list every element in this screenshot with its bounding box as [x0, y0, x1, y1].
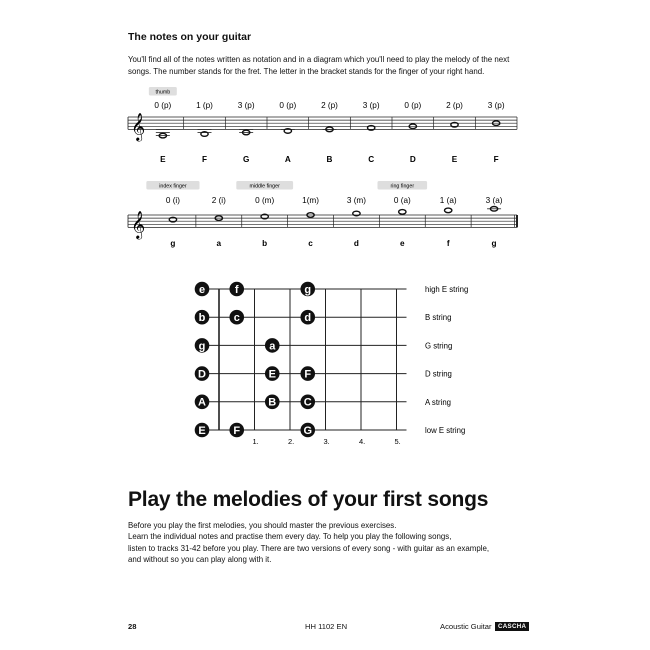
fretted-note-name: C — [303, 396, 312, 409]
note-name: b — [262, 239, 268, 248]
body-line: and without so you can play along with it. — [128, 555, 272, 565]
fretted-note-name: g — [304, 283, 312, 296]
finger-tag-label: thumb — [155, 89, 171, 96]
fret-label: 2 (p) — [446, 101, 463, 110]
fret-label: 3 (a) — [485, 196, 503, 205]
string-label: G string — [425, 341, 453, 351]
body-line: listen to tracks 31-42 before you play. There are two versions of every song - with guitar as an example, — [128, 543, 490, 553]
fretted-note-name: f — [234, 283, 239, 296]
fret-label: 2 (p) — [321, 101, 338, 110]
note-head — [451, 122, 458, 127]
note-head — [261, 214, 268, 219]
fret-label: 1 (p) — [196, 101, 213, 110]
fretted-note-name: F — [304, 368, 312, 381]
string-label: high E string — [425, 285, 469, 294]
note-name: F — [201, 155, 208, 164]
section-body — [128, 520, 528, 566]
fretted-note-name: G — [303, 424, 313, 437]
note-name: e — [400, 239, 405, 248]
open-note-name: b — [198, 312, 206, 325]
fretted-note-name: F — [233, 424, 241, 437]
fret-label: 3 (m) — [346, 196, 366, 205]
note-name: A — [284, 155, 291, 164]
open-note-name: E — [198, 424, 206, 437]
fretted-note-name: c — [233, 312, 240, 325]
fret-label: 1 (a) — [439, 196, 457, 205]
fret-number: 5. — [394, 437, 401, 446]
treble-clef-icon: 𝄞 — [131, 211, 146, 239]
fret-label: 2 (i) — [211, 196, 226, 205]
notation-staff-2 — [0, 178, 650, 250]
fretted-note-name: B — [268, 396, 277, 409]
note-name: f — [446, 239, 450, 248]
fret-label: 0 (p) — [154, 101, 172, 110]
page-title: The notes on your guitar — [128, 31, 252, 43]
fretted-note-name: a — [269, 340, 276, 353]
fret-label: 0 (m) — [255, 196, 275, 205]
intro-text — [128, 54, 528, 79]
open-note-name: e — [198, 283, 206, 296]
note-name: g — [491, 239, 497, 248]
note-name: B — [326, 155, 333, 164]
note-name: D — [409, 155, 416, 164]
treble-clef-icon: 𝄞 — [131, 113, 146, 141]
string-label: B string — [425, 313, 452, 323]
finger-tag-label: ring finger — [390, 183, 415, 190]
fret-number: 3. — [323, 437, 330, 446]
open-note-name: g — [198, 340, 206, 353]
note-name: d — [353, 239, 359, 248]
note-head — [353, 211, 360, 216]
intro-line: songs. The number stands for the fret. The letter in the bracket stands for the finger of your right hand. — [128, 67, 485, 77]
book-code: HH 1102 EN — [305, 622, 348, 631]
string-label: low E string — [425, 426, 466, 435]
fret-label: 0 (a) — [393, 196, 411, 205]
note-head — [169, 217, 176, 222]
section-heading: Play the melodies of your first songs — [128, 488, 489, 511]
note-head — [399, 210, 406, 215]
fret-label: 3 (p) — [237, 101, 255, 110]
finger-tag-label: index finger — [159, 183, 187, 190]
finger-tag-label: middle finger — [249, 183, 280, 190]
body-line: Learn the individual notes and practise them every day. To help you play the following songs, — [128, 532, 452, 542]
brand-logo: CASCHA — [495, 622, 529, 631]
fret-label: 1(m) — [302, 196, 319, 205]
note-head — [444, 208, 451, 213]
note-name: g — [170, 239, 176, 248]
note-head — [201, 132, 208, 137]
book-title: Acoustic Guitar — [440, 622, 492, 631]
string-label: D string — [425, 369, 452, 379]
fret-label: 0 (p) — [404, 101, 422, 110]
note-name: G — [242, 155, 250, 164]
note-name: c — [308, 239, 313, 248]
fret-label: 0 (i) — [165, 196, 180, 205]
note-head — [284, 129, 291, 134]
fret-number: 4. — [359, 437, 366, 446]
fretted-note-name: d — [304, 312, 312, 325]
open-note-name: D — [198, 368, 206, 381]
fret-number: 1. — [252, 437, 259, 446]
note-name: E — [160, 155, 166, 164]
note-name: E — [451, 155, 458, 164]
body-line: Before you play the first melodies, you should master the previous exercises. — [128, 521, 397, 530]
string-label: A string — [425, 397, 452, 407]
note-name: C — [368, 155, 375, 164]
fret-number: 2. — [288, 437, 295, 446]
notation-staff-1 — [0, 80, 650, 172]
note-name: F — [493, 155, 499, 164]
fretboard-diagram — [0, 275, 650, 450]
page-number: 28 — [128, 622, 137, 631]
open-note-name: A — [198, 396, 206, 409]
fret-label: 0 (p) — [279, 101, 297, 110]
fret-label: 3 (p) — [362, 101, 380, 110]
fretted-note-name: E — [268, 368, 276, 381]
intro-line: You'll find all of the notes written as notation and in a diagram which you'll need to play the melody of the next — [128, 55, 510, 64]
note-name: a — [216, 239, 222, 248]
fret-label: 3 (p) — [487, 101, 505, 110]
note-head — [367, 126, 374, 131]
